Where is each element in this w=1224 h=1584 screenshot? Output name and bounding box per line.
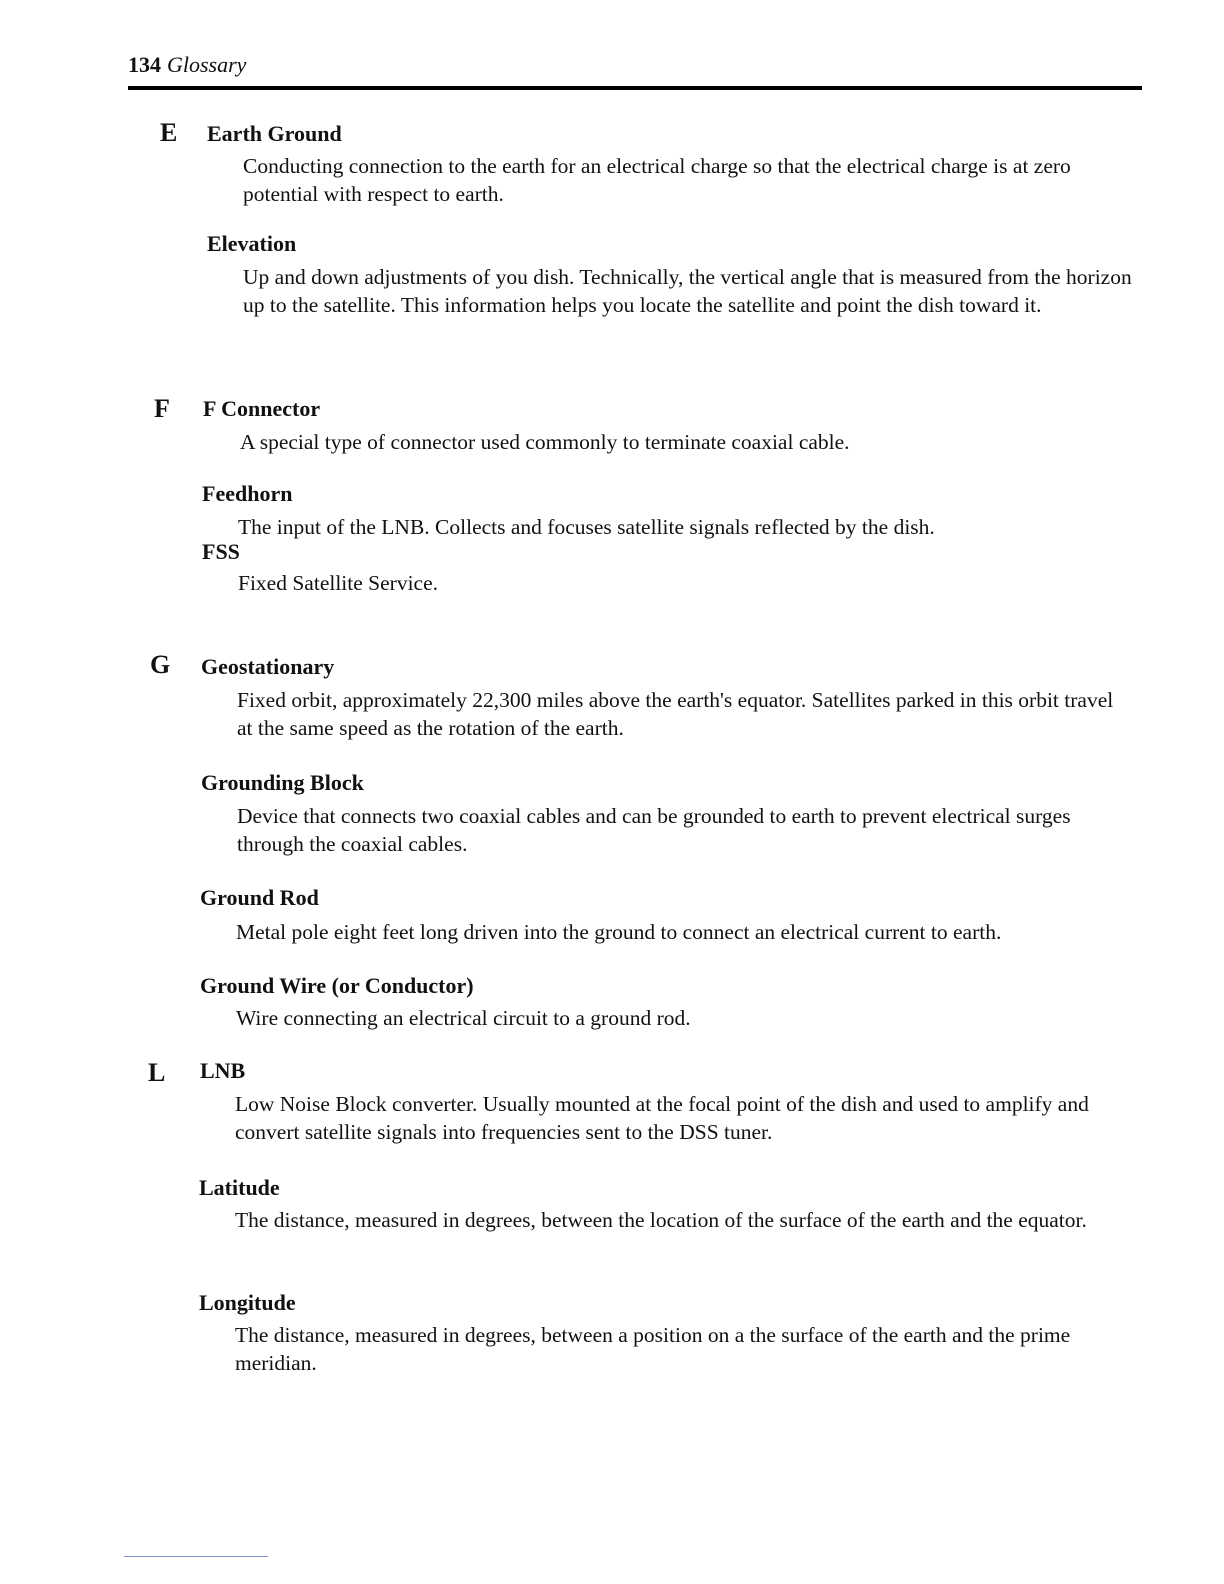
glossary-term: LNB bbox=[200, 1058, 246, 1083]
page-number: 134 bbox=[128, 52, 161, 77]
header-rule bbox=[128, 86, 1142, 90]
glossary-definition: Low Noise Block converter. Usually mounted at the focal point of the dish and used to amplify and convert satellite signals into frequencies sent to the DSS tuner. bbox=[235, 1092, 1089, 1144]
glossary-definition: Metal pole eight feet long driven into the ground to connect an electrical current to earth. bbox=[236, 920, 1002, 944]
glossary-term: Ground Rod bbox=[200, 885, 319, 910]
glossary-term: Ground Wire (or Conductor) bbox=[200, 973, 474, 998]
glossary-term: Longitude bbox=[199, 1290, 296, 1315]
glossary-definition: Up and down adjustments of you dish. Technically, the vertical angle that is measured from the horizon up to the satellite. This information helps you locate the satellite and point the dish toward it. bbox=[243, 265, 1132, 317]
glossary-term: Feedhorn bbox=[202, 481, 293, 506]
glossary-term: FSS bbox=[202, 539, 240, 564]
glossary-definition: Fixed Satellite Service. bbox=[238, 571, 439, 595]
section-letter: E bbox=[160, 118, 178, 147]
section-letter: G bbox=[150, 650, 171, 679]
section-letter: L bbox=[148, 1058, 166, 1087]
glossary-term: Latitude bbox=[199, 1175, 280, 1200]
glossary-definition: The distance, measured in degrees, between the location of the surface of the earth and the equator. bbox=[235, 1208, 1087, 1232]
glossary-definition: Wire connecting an electrical circuit to a ground rod. bbox=[236, 1006, 691, 1030]
glossary-term: Geostationary bbox=[201, 654, 335, 679]
glossary-definition: Fixed orbit, approximately 22,300 miles above the earth's equator. Satellites parked in this orbit travel at the same speed as the rotation of the earth. bbox=[237, 688, 1114, 740]
glossary-definition: Device that connects two coaxial cables and can be grounded to earth to prevent electrical surges through the coaxial cables. bbox=[237, 804, 1071, 856]
page-title: Glossary bbox=[167, 52, 247, 77]
glossary-definition: Conducting connection to the earth for an electrical charge so that the electrical charge is at zero potential with respect to earth. bbox=[243, 154, 1071, 206]
glossary-definition: The distance, measured in degrees, between a position on a the surface of the earth and the prime meridian. bbox=[235, 1323, 1071, 1375]
glossary-term: Grounding Block bbox=[201, 770, 364, 795]
glossary-term: F Connector bbox=[203, 396, 321, 421]
footer-rule bbox=[124, 1556, 268, 1557]
glossary-term: Elevation bbox=[207, 231, 297, 256]
glossary-definition: The input of the LNB. Collects and focuses satellite signals reflected by the dish. bbox=[238, 515, 935, 539]
page-header bbox=[128, 52, 246, 78]
glossary-term: Earth Ground bbox=[207, 121, 342, 146]
glossary-definition: A special type of connector used commonly to terminate coaxial cable. bbox=[240, 430, 850, 454]
section-letter: F bbox=[154, 394, 170, 423]
